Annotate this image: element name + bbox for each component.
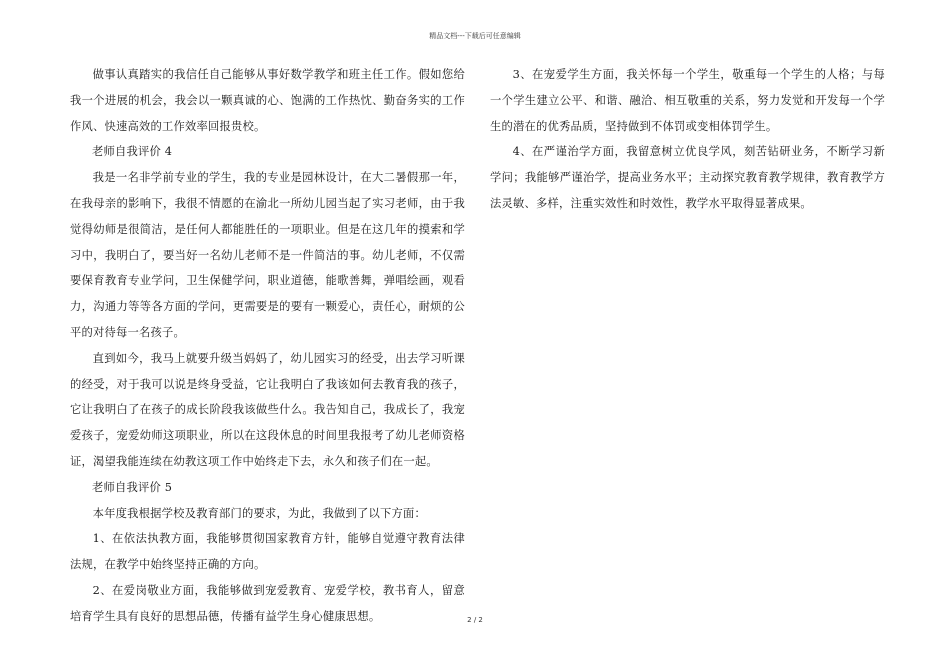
right-column (490, 62, 885, 217)
paragraph: 1、在依法执教方面，我能够贯彻国家教育方针，能够自觉遵守教育法律法规，在教学中始终坚持正确的方向。 (70, 532, 465, 572)
paragraph: 本年度我根据学校及教育部门的要求，为此，我做到了以下方面： (92, 506, 427, 520)
paragraph: 4、在严谨治学方面，我留意树立优良学风，刻苦钻研业务，不断学习新学问；我能够严谨治学，提高业务水平；主动探究教育教学规律，教育教学方法灵敏、多样，注重实效性和时效性，教学水平取得显著成果。 (490, 145, 885, 210)
section-heading: 老师自我评价 4 (92, 145, 173, 159)
section-heading: 老师自我评价 5 (92, 480, 173, 494)
paragraph: 2、在爱岗敬业方面，我能够做到宠爱教育、宠爱学校，教书育人，留意培育学生具有良好的思想品德，传播有益学生身心健康思想。 (70, 583, 465, 623)
page-header: 精品文档---下载后可任意编辑 (429, 32, 521, 40)
paragraph: 3、在宠爱学生方面，我关怀每一个学生，敬重每一个学生的人格；与每一个学生建立公平、和谐、融洽、相互敬重的关系，努力发觉和开发每一个学生的潜在的优秀品质，坚持做到不体罚或变相体罚学生。 (490, 68, 885, 133)
left-column (70, 62, 465, 630)
page-number: 2 / 2 (467, 616, 483, 624)
paragraph: 做事认真踏实的我信任自己能够从事好数学教学和班主任工作。假如您给我一个进展的机会，我会以一颗真诚的心、饱满的工作热忱、勤奋务实的工作作风、快速高效的工作效率回报贵校。 (70, 68, 465, 133)
paragraph: 我是一名非学前专业的学生，我的专业是园林设计，在大二暑假那一年，在我母亲的影响下，我很不情愿的在渝北一所幼儿园当起了实习老师，由于我觉得幼师是很简洁，是任何人都能胜任的一项职业。但是在这几年的摸索和学习中，我明白了，要当好一名幼儿老师不是一件简洁的事。幼儿老师，不仅需要保育教育专业学问，卫生保健学问，职业道德，能歌善舞，弹唱绘画，观看力，沟通力等等各方面的学问，更需要是的要有一颗爱心，责任心，耐烦的公平的对待每一名孩子。 (70, 171, 465, 339)
paragraph: 直到如今，我马上就要升级当妈妈了，幼儿园实习的经受，出去学习听课的经受，对于我可以说是终身受益，它让我明白了我该如何去教育我的孩子，它让我明白了在孩子的成长阶段我该做些什么。我告知自己，我成长了，我宠爱孩子，宠爱幼师这项职业，所以在这段休息的时间里我报考了幼儿老师资格证，渴望我能连续在幼教这项工作中始终走下去，永久和孩子们在一起。 (70, 351, 465, 468)
